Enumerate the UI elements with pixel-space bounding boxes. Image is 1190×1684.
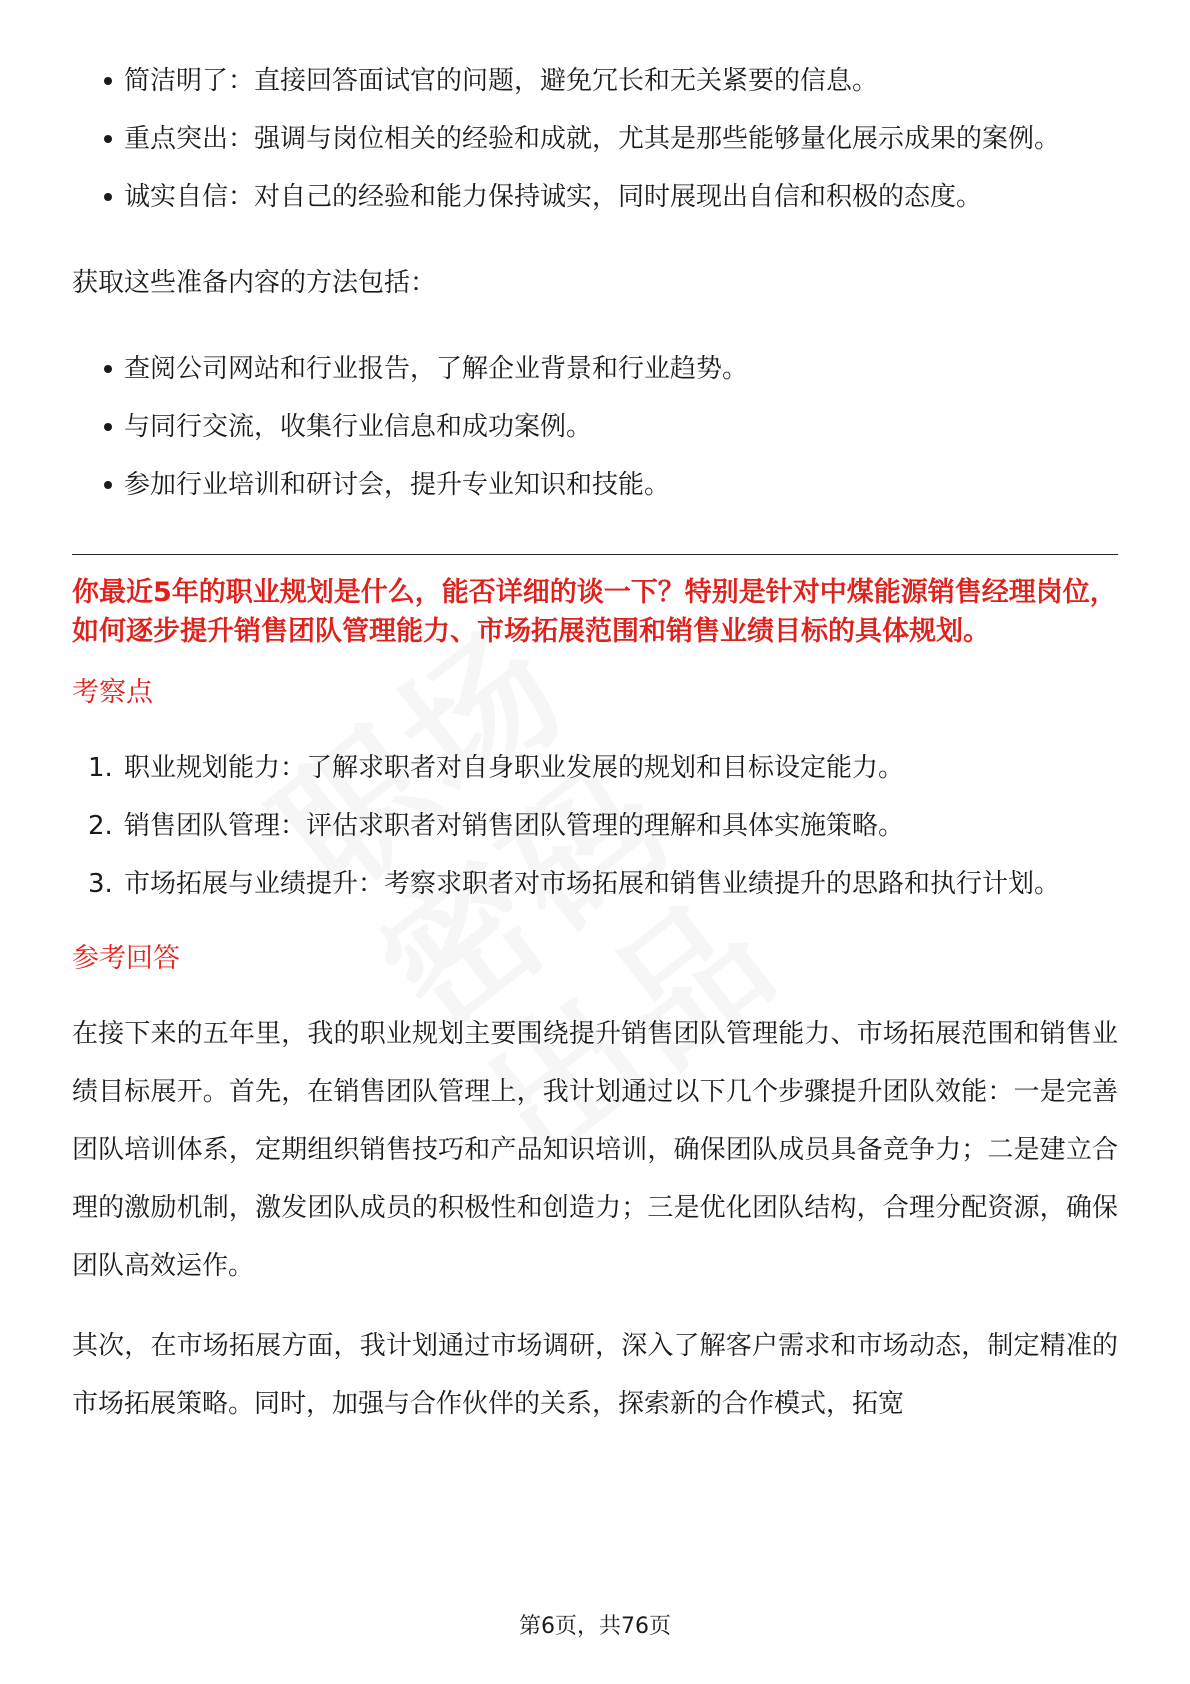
page-number: 第6页，共76页 [519, 1614, 671, 1639]
section-divider [72, 554, 1118, 555]
points-heading: 考察点 [72, 677, 153, 708]
list-item: 与同行交流，收集行业信息和成功案例。 [72, 398, 1118, 456]
list-item: 简洁明了：直接回答面试官的问题，避免冗长和无关紧要的信息。 [72, 52, 1118, 110]
item-number: 3. [88, 869, 113, 899]
methods-list [72, 340, 1118, 514]
list-item [72, 739, 1118, 797]
item-text: 职业规划能力：了解求职者对自身职业发展的规划和目标设定能力。 [124, 753, 905, 783]
document-page [72, 52, 1118, 1455]
answer-paragraph: 在接下来的五年里，我的职业规划主要围绕提升销售团队管理能力、市场拓展范围和销售业绩目标展开。首先，在销售团队管理上，我计划通过以下几个步骤提升团队效能：一是完善团队培训体系，定期组织销售技巧和产品知识培训，确保团队成员具备竞争力；二是建立合理的激励机制，激发团队成员的积极性和创造力；三是优化团队结构，合理分配资源，确保团队高效运作。 [72, 1019, 1118, 1281]
interview-question: 你最近5年的职业规划是什么，能否详细的谈一下？特别是针对中煤能源销售经理岗位，如何逐步提升销售团队管理能力、市场拓展范围和销售业绩目标的具体规划。 [72, 577, 1117, 647]
points-list [72, 739, 1118, 913]
answer-heading: 参考回答 [72, 943, 180, 974]
item-number: 1. [88, 753, 113, 783]
methods-intro: 获取这些准备内容的方法包括： [72, 268, 437, 298]
list-item: 参加行业培训和研讨会，提升专业知识和技能。 [72, 456, 1118, 514]
list-item: 诚实自信：对自己的经验和能力保持诚实，同时展现出自信和积极的态度。 [72, 168, 1118, 226]
item-text: 市场拓展与业绩提升：考察求职者对市场拓展和销售业绩提升的思路和执行计划。 [124, 869, 1061, 899]
list-item: 重点突出：强调与岗位相关的经验和成就，尤其是那些能够量化展示成果的案例。 [72, 110, 1118, 168]
item-number: 2. [88, 811, 113, 841]
list-item: 查阅公司网站和行业报告，了解企业背景和行业趋势。 [72, 340, 1118, 398]
list-item [72, 797, 1118, 855]
answer-paragraph: 其次，在市场拓展方面，我计划通过市场调研，深入了解客户需求和市场动态，制定精准的市场拓展策略。同时，加强与合作伙伴的关系，探索新的合作模式，拓宽 [72, 1331, 1118, 1419]
item-text: 销售团队管理：评估求职者对销售团队管理的理解和具体实施策略。 [124, 811, 905, 841]
tips-list [72, 52, 1118, 226]
list-item [72, 855, 1118, 913]
